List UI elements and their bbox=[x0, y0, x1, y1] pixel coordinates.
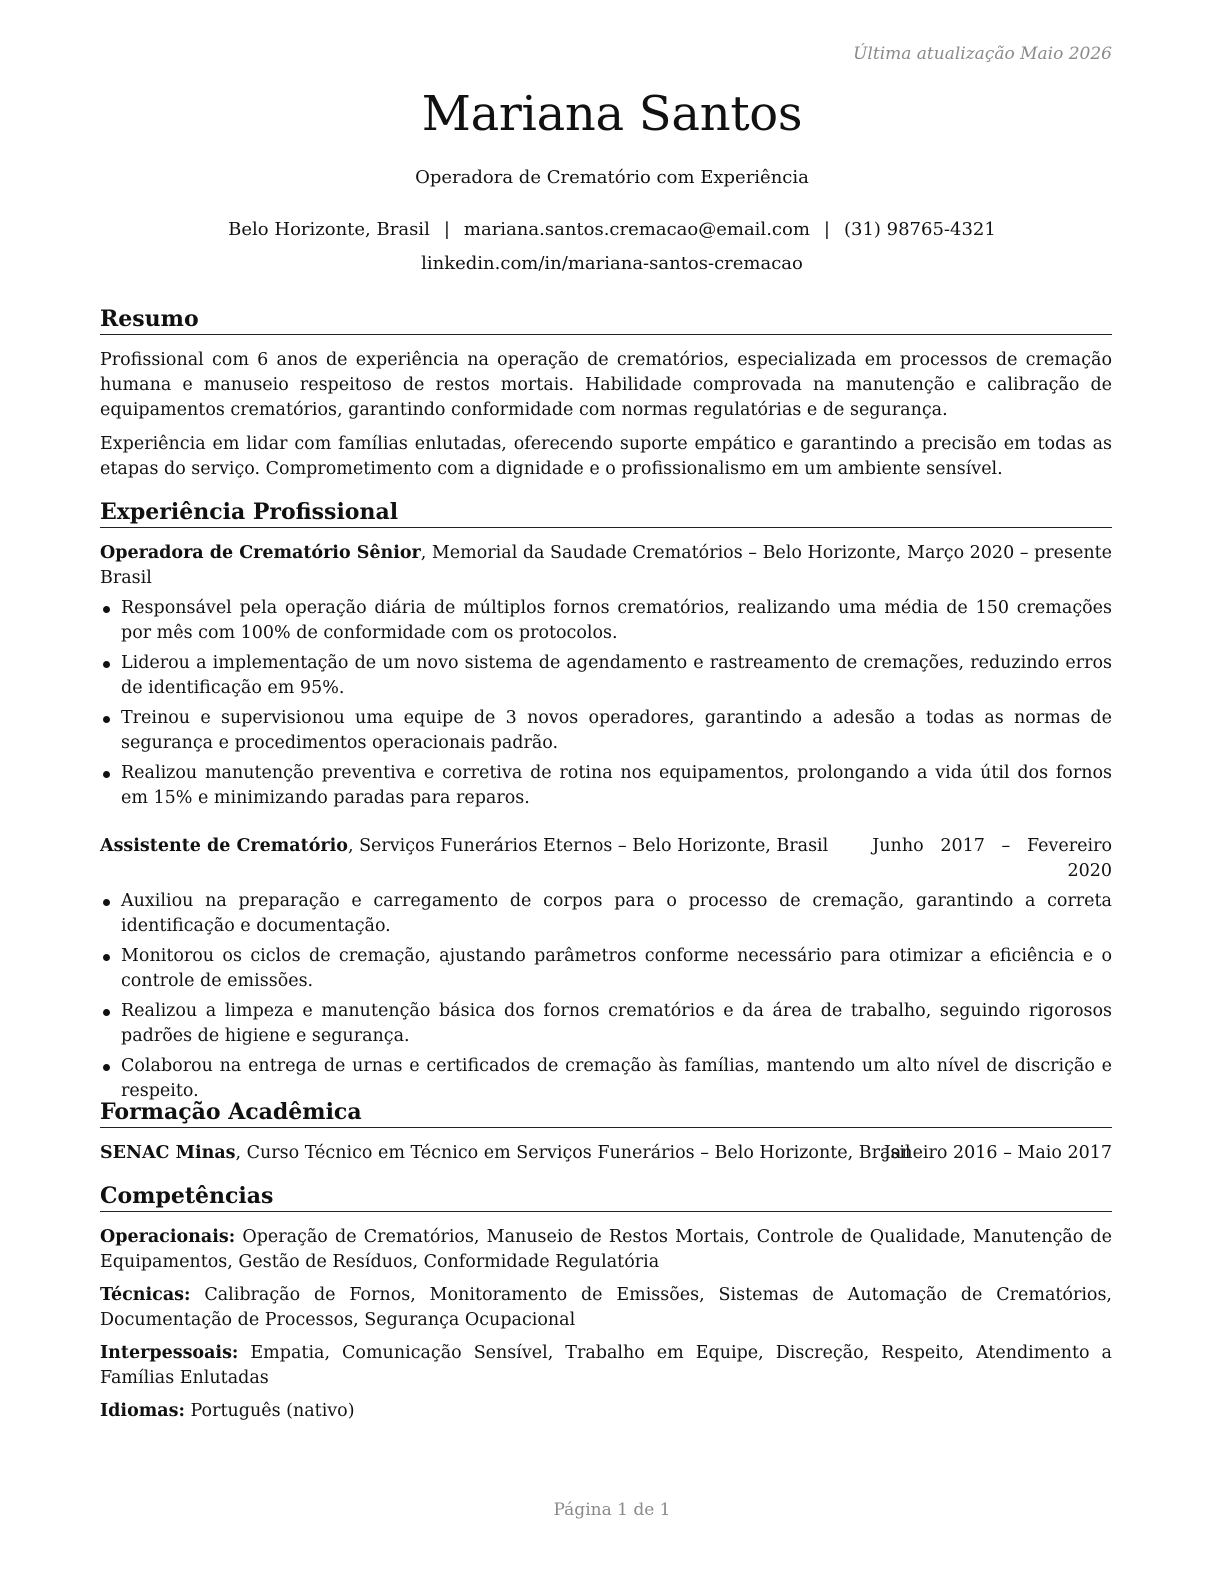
list-item: Colaborou na entrega de urnas e certificados de cremação às famílias, mantendo um alto nível de discrição e respeito. bbox=[100, 1054, 1112, 1104]
job-company: , Serviços Funerários Eternos – Belo Horizonte, Brasil bbox=[347, 836, 829, 856]
summary-paragraph: Experiência em lidar com famílias enlutadas, oferecendo suporte empático e garantindo a precisão em todas as etapas do serviço. Comprometimento com a dignidade e o profissionalismo em um ambiente sensível. bbox=[100, 434, 1112, 479]
list-item: Monitorou os ciclos de cremação, ajustando parâmetros conforme necessário para otimizar a eficiência e o controle de emissões. bbox=[100, 944, 1112, 994]
page-number: Página 1 de 1 bbox=[553, 1500, 671, 1520]
list-item: Realizou a limpeza e manutenção básica dos fornos crematórios e da área de trabalho, seguindo rigorosos padrões de higiene e segurança. bbox=[100, 999, 1112, 1049]
course-name: , Curso Técnico em Técnico em Serviços Funerários – Belo Horizonte, Brasil bbox=[235, 1143, 911, 1163]
job-header bbox=[100, 834, 1112, 884]
skill-label: Técnicas: bbox=[100, 1285, 191, 1305]
contact-line bbox=[0, 219, 1224, 240]
skill-label: Idiomas: bbox=[100, 1401, 185, 1421]
phone: (31) 98765-4321 bbox=[843, 219, 996, 240]
summary-paragraph: Profissional com 6 anos de experiência na operação de crematórios, especializada em processos de cremação humana e manuseio respeitoso de restos mortais. Habilidade comprovada na manutenção e calibração de equipamentos crematórios, garantindo conformidade com normas regulatórias e de segurança. bbox=[100, 350, 1112, 420]
linkedin-link[interactable]: linkedin.com/in/mariana-santos-cremacao bbox=[421, 253, 803, 274]
skill-text: Empatia, Comunicação Sensível, Trabalho em Equipe, Discreção, Respeito, Atendimento a Famílias Enlutadas bbox=[100, 1343, 1112, 1388]
job-role: Assistente de Crematório bbox=[100, 836, 348, 856]
list-item: Responsável pela operação diária de múltiplos fornos crematórios, realizando uma média de 150 cremações por mês com 100% de conformidade com os protocolos. bbox=[100, 596, 1112, 646]
section-title-education: Formação Acadêmica bbox=[100, 1098, 1112, 1128]
separator: | bbox=[443, 219, 450, 240]
section-title-skills: Competências bbox=[100, 1182, 1112, 1212]
job-bullets bbox=[100, 889, 1112, 1109]
education-entry bbox=[100, 1141, 1112, 1166]
job-dates-continued: 2020 bbox=[1067, 861, 1112, 881]
job-dates: Junho 2017 – Fevereiro bbox=[872, 836, 1112, 856]
headline: Operadora de Crematório com Experiência bbox=[415, 167, 809, 188]
candidate-name: Mariana Santos bbox=[421, 86, 803, 142]
list-item: Realizou manutenção preventiva e corretiva de rotina nos equipamentos, prolongando a vida útil dos fornos em 15% e minimizando paradas para reparos. bbox=[100, 761, 1112, 811]
job-dates: Março 2020 – presente bbox=[907, 543, 1112, 563]
list-item: Treinou e supervisionou uma equipe de 3 novos operadores, garantindo a adesão a todas as normas de segurança e procedimentos operacionais padrão. bbox=[100, 706, 1112, 756]
location: Belo Horizonte, Brasil bbox=[228, 219, 430, 240]
job-title-line bbox=[100, 541, 901, 566]
job-company: , Memorial da Saudade Crematórios – Belo Horizonte, bbox=[420, 543, 902, 563]
school-name: SENAC Minas bbox=[100, 1143, 236, 1163]
summary-block bbox=[100, 348, 1112, 482]
job-bullets bbox=[100, 596, 1112, 816]
job-role: Operadora de Crematório Sênior bbox=[100, 543, 421, 563]
section-title-summary: Resumo bbox=[100, 305, 1112, 335]
skill-label: Interpessoais: bbox=[100, 1343, 239, 1363]
list-item: Liderou a implementação de um novo sistema de agendamento e rastreamento de cremações, reduzindo erros de identificação em 95%. bbox=[100, 651, 1112, 701]
job-header bbox=[100, 541, 1112, 591]
skills-block bbox=[100, 1225, 1112, 1432]
education-title-line bbox=[100, 1141, 911, 1166]
email-link[interactable]: mariana.santos.cremacao@email.com bbox=[463, 219, 810, 240]
skill-group bbox=[100, 1341, 1112, 1391]
education-dates: Janeiro 2016 – Maio 2017 bbox=[883, 1143, 1112, 1163]
skill-text: Português (nativo) bbox=[184, 1401, 355, 1421]
job-company-continued: Brasil bbox=[100, 568, 152, 588]
skill-label: Operacionais: bbox=[100, 1227, 236, 1247]
skill-group bbox=[100, 1399, 1112, 1424]
skill-text: Calibração de Fornos, Monitoramento de Emissões, Sistemas de Automação de Crematórios, Documentação de Processos, Segurança Ocupacional bbox=[100, 1285, 1112, 1330]
separator: | bbox=[823, 219, 830, 240]
skill-group bbox=[100, 1283, 1112, 1333]
skill-group bbox=[100, 1225, 1112, 1275]
section-title-experience: Experiência Profissional bbox=[100, 498, 1112, 528]
job-title-line bbox=[100, 834, 828, 859]
list-item: Auxiliou na preparação e carregamento de corpos para o processo de cremação, garantindo a correta identificação e documentação. bbox=[100, 889, 1112, 939]
last-updated: Última atualização Maio 2026 bbox=[853, 44, 1112, 64]
skill-text: Operação de Crematórios, Manuseio de Restos Mortais, Controle de Qualidade, Manutenção de Equipamentos, Gestão de Resíduos, Conformidade Regulatória bbox=[100, 1227, 1112, 1272]
